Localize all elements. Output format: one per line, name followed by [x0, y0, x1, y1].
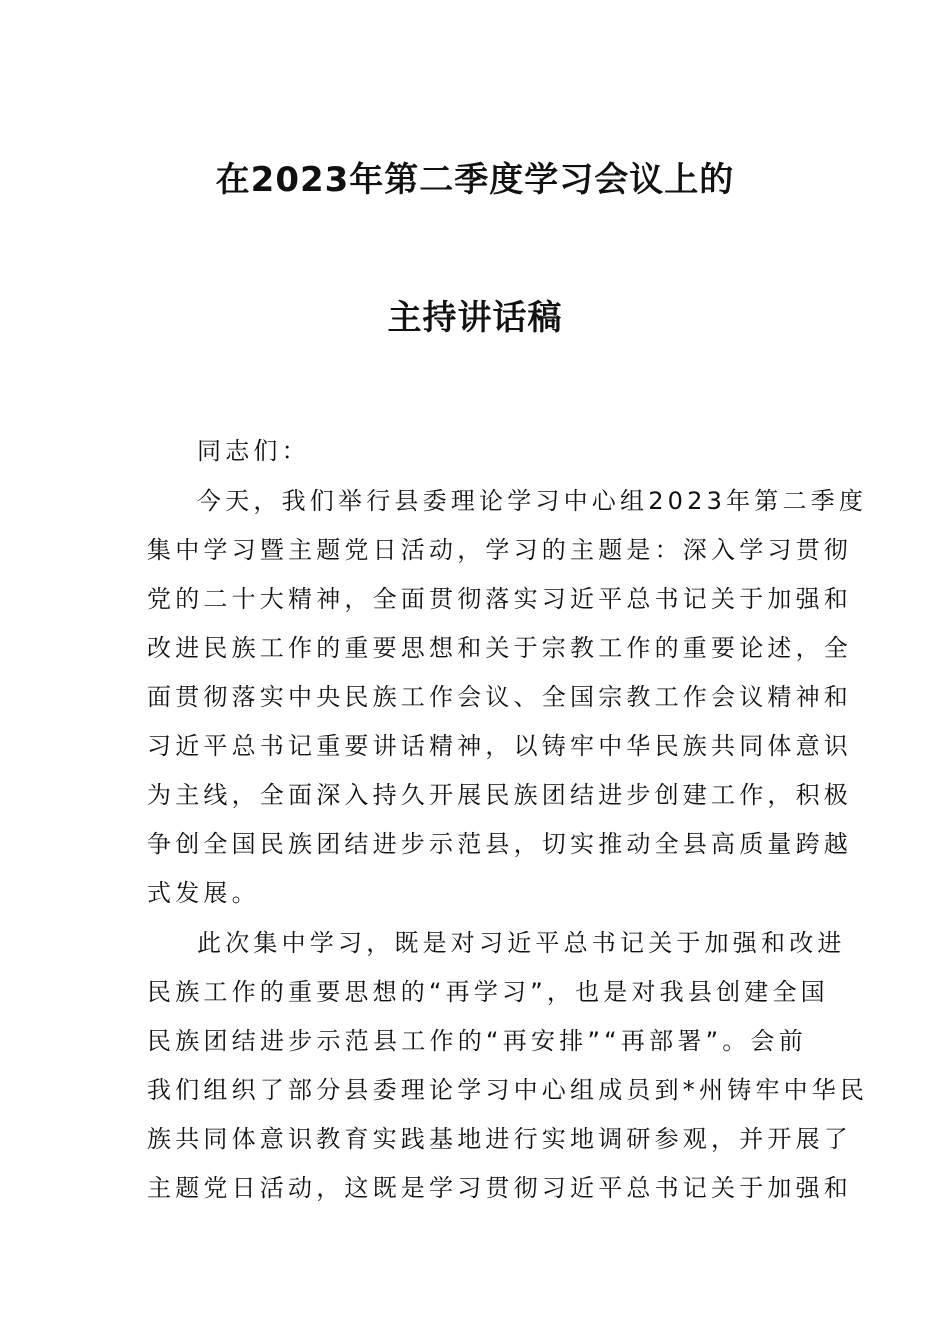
paragraph-1-line: 今天，我们举行县委理论学习中心组2023年第二季度	[197, 487, 868, 515]
paragraph-2-line: 我们组织了部分县委理论学习中心组成员到*州铸牢中华民	[147, 1076, 869, 1104]
paragraph-1-line: 争创全国民族团结进步示范县，切实推动全县高质量跨越	[147, 830, 852, 858]
paragraph-1-line: 集中学习暨主题党日活动，学习的主题是：深入学习贯彻	[147, 536, 852, 564]
paragraph-1-line: 改进民族工作的重要思想和关于宗教工作的重要论述，全	[147, 634, 852, 662]
document-title-line-2: 主持讲话稿	[387, 298, 563, 338]
paragraph-1-line: 党的二十大精神，全面贯彻落实习近平总书记关于加强和	[147, 585, 852, 613]
paragraph-1-line: 习近平总书记重要讲话精神，以铸牢中华民族共同体意识	[147, 732, 852, 760]
paragraph-1-line: 为主线，全面深入持久开展民族团结进步创建工作，积极	[147, 781, 852, 809]
document-title-line-1: 在2023年第二季度学习会议上的	[215, 160, 735, 200]
paragraph-2-line: 民族工作的重要思想的“再学习”，也是对我县创建全国	[147, 978, 829, 1006]
paragraph-1-line: 式发展。	[147, 879, 260, 907]
salutation: 同志们：	[197, 437, 310, 465]
paragraph-2-line: 族共同体意识教育实践基地进行实地调研参观，并开展了	[147, 1125, 852, 1153]
paragraph-2-line: 此次集中学习，既是对习近平总书记关于加强和改进	[197, 929, 846, 957]
paragraph-2-line: 民族团结进步示范县工作的“再安排”“再部署”。会前	[147, 1027, 807, 1055]
paragraph-2-line: 主题党日活动，这既是学习贯彻习近平总书记关于加强和	[147, 1174, 852, 1202]
paragraph-1-line: 面贯彻落实中央民族工作会议、全国宗教工作会议精神和	[147, 683, 852, 711]
